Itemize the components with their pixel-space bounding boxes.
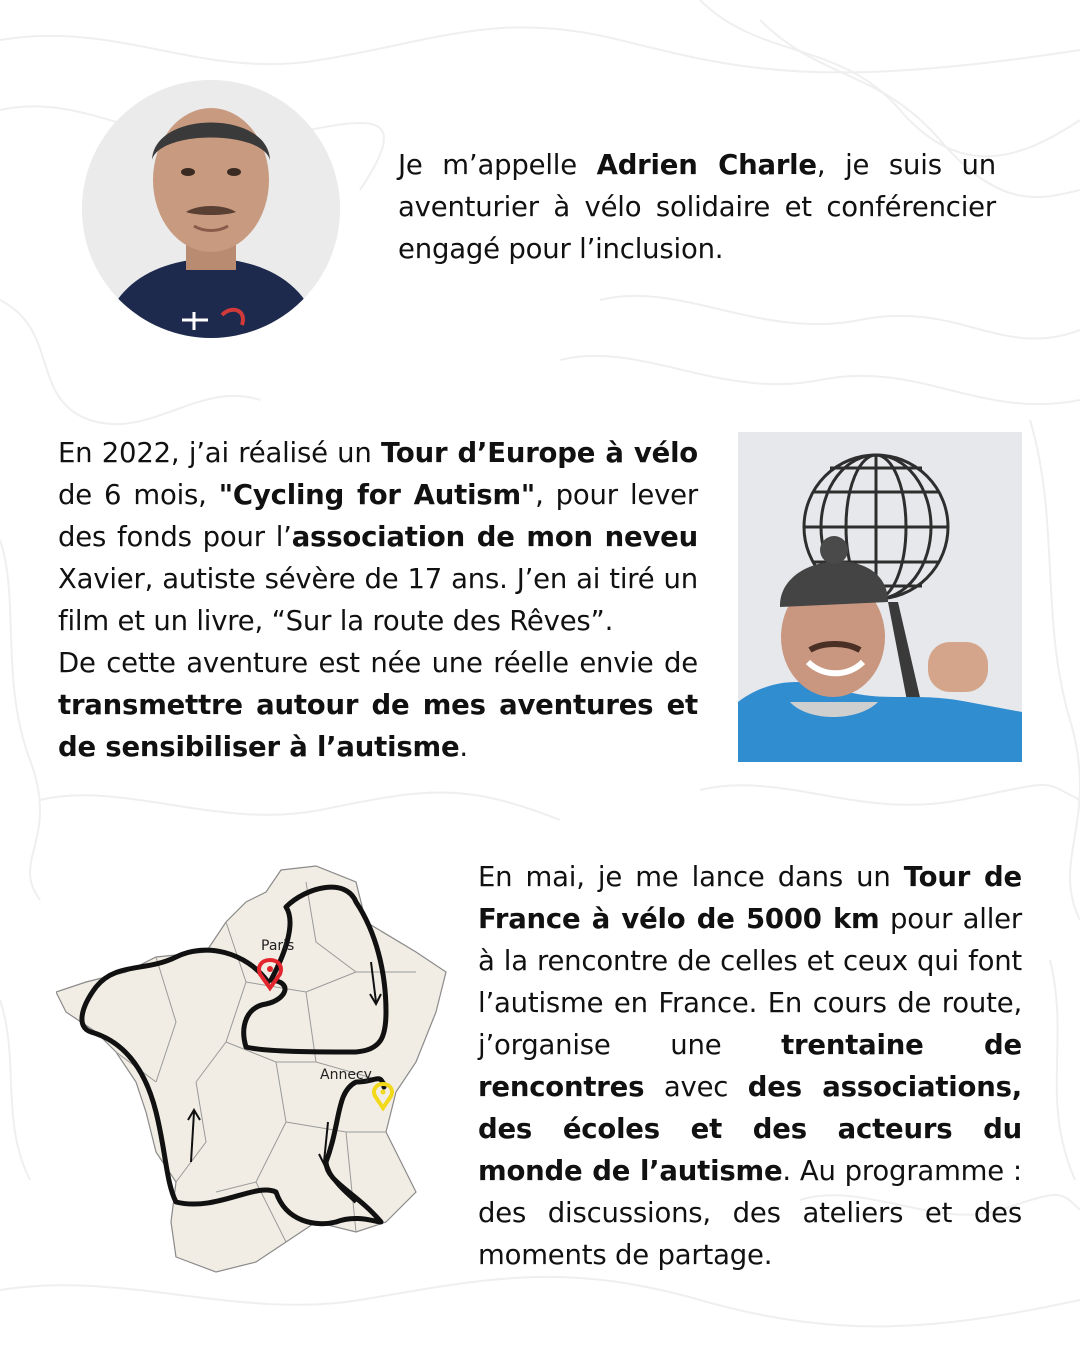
map-city-paris: Paris — [261, 938, 295, 954]
bold-text-segment: transmettre autour de mes aventures et de sensibiliser à l’autisme — [58, 689, 698, 763]
bold-text-segment: trentaine de rencontres — [478, 1029, 1022, 1103]
text-segment: pour aller à la rencontre de celles et ceux qui font l’autisme en France. En cours de route, j’organise une — [478, 903, 1022, 1061]
text-segment: Je m’appelle — [398, 149, 597, 181]
text-segment: En 2022, j’ai réalisé un — [58, 437, 381, 469]
bold-text-segment: Tour de France à vélo de 5000 km — [478, 861, 1022, 935]
map-city-annecy: Annecy — [320, 1067, 372, 1083]
bold-text-segment: association de mon neveu — [291, 521, 698, 553]
text-segment: En mai, je me lance dans un — [478, 861, 904, 893]
europe-tour-paragraph — [58, 432, 698, 768]
bold-text-segment: Tour d’Europe à vélo — [380, 437, 698, 469]
text-segment: . — [459, 731, 468, 763]
text-segment: de 6 mois, — [58, 479, 219, 511]
globe-selfie-photo — [738, 432, 1022, 762]
bold-text-segment: des associations, des écoles et des acteurs du monde de l’autisme — [478, 1071, 1022, 1187]
bold-text-segment: Adrien Charle — [596, 149, 817, 181]
text-segment: , pour lever des fonds pour l’ — [58, 479, 699, 553]
text-segment: Xavier, autiste sévère de 17 ans. J’en ai tiré un film et un livre, “Sur la route des Rêves”. — [58, 563, 698, 637]
bold-text-segment: "Cycling for Autism" — [218, 479, 536, 511]
text-segment: avec — [644, 1071, 748, 1103]
text-segment: . Au programme : des discussions, des ateliers et des moments de partage. — [478, 1155, 1022, 1271]
text-segment: De cette aventure est née une réelle envie de — [58, 647, 698, 679]
france-route-map — [56, 862, 448, 1274]
intro-paragraph — [398, 144, 996, 270]
text-segment: , je suis un aventurier à vélo solidaire et conférencier engagé pour l’inclusion. — [398, 149, 996, 265]
portrait-avatar — [82, 80, 340, 338]
france-tour-paragraph — [478, 856, 1022, 1276]
